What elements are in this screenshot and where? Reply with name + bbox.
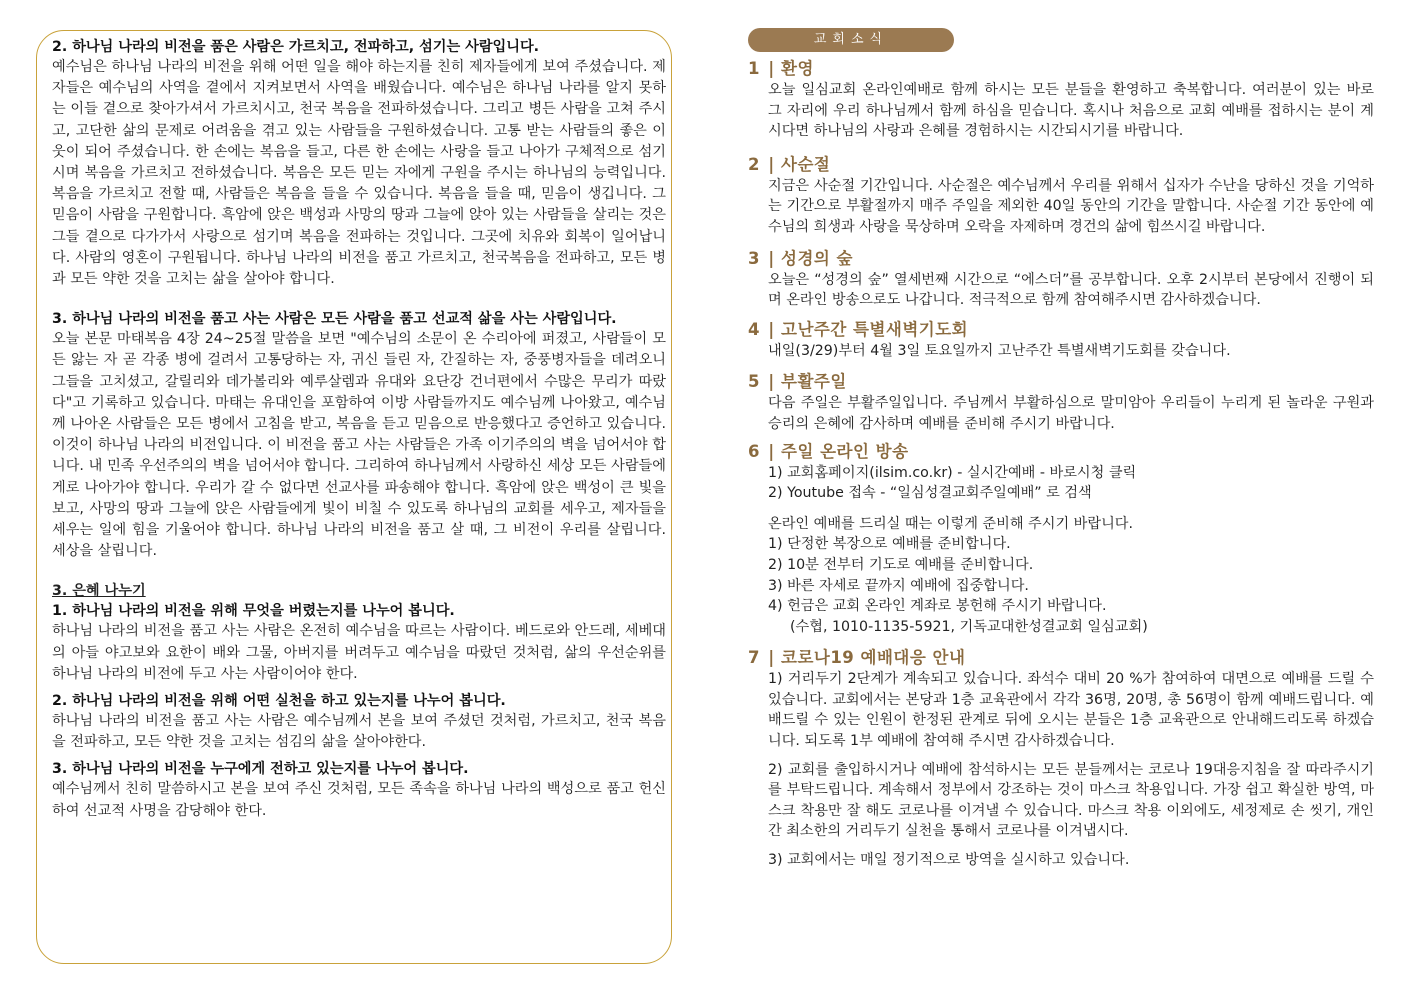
paragraph: 하나님 나라의 비전을 품고 사는 사람은 온전히 예수님을 따르는 사람이다. 베드로와 안드레, 세베대의 아들 야고보와 요한이 배와 그물, 아버지를 버려두고 예수님을 따랐던 것처럼, 삶의 우선순위를 하나님 나라의 비전에 두고 사는 사람이어야 한다. <box>52 623 666 682</box>
news-section <box>748 248 1374 311</box>
news-section-title: 2 | 사순절 <box>748 154 831 174</box>
list-item: 1) 단정한 복장으로 예배를 준비합니다. <box>768 536 1011 553</box>
list-item: 1) 교회홈페이지(ilsim.co.kr) - 실시간예배 - 바로시청 클릭 <box>768 464 1137 481</box>
paragraph: 예수님께서 친히 말씀하시고 본을 보여 주신 것처럼, 모든 족속을 하나님 나라의 백성으로 품고 헌신하여 선교적 사명을 감당해야 한다. <box>52 781 666 819</box>
paragraph: 지금은 사순절 기간입니다. 사순절은 예수님께서 우리를 위해서 십자가 수난을 당하신 것을 기억하는 기간으로 부활절까지 매주 주일을 제외한 40일 동안의 기간을 말합니다. 사순절 기간 동안에 예수님의 희생과 사랑을 묵상하며 오락을 자제하며 경건의 삶에 힘쓰시길 바랍니다. <box>768 177 1374 235</box>
paragraph: 온라인 예배를 드리실 때는 이렇게 준비해 주시기 바랍니다. <box>768 515 1134 532</box>
list-item: 4) 헌금은 교회 온라인 계좌로 봉헌해 주시기 바랍니다. <box>768 598 1107 615</box>
share-heading: 3. 은혜 나누기 <box>52 583 146 600</box>
news-section-title: 7 | 코로나19 예배대응 안내 <box>748 648 966 668</box>
question-heading: 2. 하나님 나라의 비전을 위해 어떤 실천을 하고 있는지를 나누어 봅니다. <box>52 693 506 710</box>
list-item: 2) 10분 전부터 기도로 예배를 준비합니다. <box>768 556 1034 573</box>
church-news <box>748 28 1374 871</box>
paragraph: 예수님은 하나님 나라의 비전을 위해 어떤 일을 해야 하는지를 친히 제자들에게 보여 주셨습니다. 제자들은 예수님의 사역을 곁에서 지켜보면서 사역을 배웠습니다. 예수님은 하나님 나라를 알지 못하는 이들 곁으로 찾아가셔서 가르치시고, 천국 복음을 전파하셨습니다. 그리고 병든 사람을 고쳐 주시고, 고단한 삶의 문제로 어려움을 겪고 있는 사람들을 구원하셨습니다. 고통 받는 사람들의 좋은 이웃이 되어 주셨습니다. 한 손에는 복음을 들고, 다른 한 손에는 사랑을 들고 나아가 구체적으로 섬기시며 복음을 가르치고 전하셨습니다. 복음은 모든 믿는 자에게 구원을 주시는 하나님의 능력입니다. 복음을 가르치고 전할 때, 사람들은 복음을 들을 수 있습니다. 복음을 들을 때, 믿음이 생깁니다. 그 믿음이 사람을 구원합니다. 흑암에 앉은 백성과 사망의 땅과 그늘에 앉아 있는 사람들을 살리는 것은 그들 곁으로 다가가서 사랑으로 섬기며 복음을 전파하는 것입니다. 그곳에 치유와 회복이 일어납니다. 사람의 영혼이 구원됩니다. 하나님 나라의 비전을 품고 가르치고, 천국복음을 전파하고, 모든 병과 모든 약한 것을 고치는 삶을 살아야 합니다. <box>52 59 666 288</box>
paragraph: 오늘 일심교회 온라인예배로 함께 하시는 모든 분들을 환영하고 축복합니다. 여러분이 있는 바로 그 자리에 우리 하나님께서 함께 하심을 믿습니다. 혹시나 처음으로 교회 예배를 접하시는 분이 계시다면 하나님의 사랑과 은혜를 경험하시는 시간되시기를 바랍니다. <box>768 82 1374 140</box>
paragraph: 오늘 본문 마태복음 4장 24~25절 말씀을 보면 "예수님의 소문이 온 수리아에 퍼졌고, 사람들이 모든 앓는 자 곧 각종 병에 걸려서 고통당하는 자, 귀신 들린 자, 간질하는 자, 중풍병자들을 데려오니 그들을 고치셨고, 갈릴리와 데가볼리와 예루살렘과 유대와 요단강 건너편에서 수많은 무리가 따랐다"고 기록하고 있습니다. 마태는 유대인을 포함하여 이방 사람들까지도 예수님께 나아왔고, 예수님께 나아온 사람들은 모든 병에서 고침을 받고, 복음을 듣고 믿음으로 반응했다고 증언하고 있습니다. 이것이 하나님 나라의 비전입니다. 이 비전을 품고 사는 사람들은 가족 이기주의의 벽을 넘어서야 합니다. 내 민족 우선주의의 벽을 넘어서야 합니다. 그리하여 하나님께서 사랑하신 세상 모든 사람들에게로 나아가야 합니다. 우리가 갈 수 없다면 선교사를 파송해야 합니다. 흑암에 앉은 백성이 큰 빛을 보고, 사망의 땅과 그늘에 앉은 사람들에게 빛이 비칠 수 있도록 하나님의 교회를 세우고, 제자들을 세우는 일에 힘을 기울어야 합니다. 하나님 나라의 비전을 품고 살 때, 그 비전이 우리를 살립니다. 세상을 살립니다. <box>52 331 666 560</box>
section-heading: 3. 하나님 나라의 비전을 품고 사는 사람은 모든 사람을 품고 선교적 삶을 사는 사람입니다. <box>52 311 617 328</box>
news-section-title: 1 | 환영 <box>748 59 814 78</box>
paragraph: 오늘은 “성경의 숲” 열세번째 시간으로 “에스더”를 공부합니다. 오후 2시부터 본당에서 진행이 되며 온라인 방송으로도 나갑니다. 적극적으로 함께 참여해주시면 감사하겠습니다. <box>768 271 1374 309</box>
news-section <box>748 154 1374 238</box>
question-heading: 1. 하나님 나라의 비전을 위해 무엇을 버렸는지를 나누어 봅니다. <box>52 603 455 620</box>
news-section-title: 4 | 고난주간 특별새벽기도회 <box>748 319 969 339</box>
paragraph: 내일(3/29)부터 4월 3일 토요일까지 고난주간 특별새벽기도회를 갖습니다. <box>768 342 1231 359</box>
news-section-broadcast <box>748 441 1374 638</box>
news-section <box>748 319 1374 362</box>
news-section <box>748 371 1374 434</box>
list-item: 2) Youtube 접속 - “일심성결교회주일예배” 로 검색 <box>768 485 1092 502</box>
paragraph: 1) 거리두기 2단계가 계속되고 있습니다. 좌석수 대비 20 %가 참여하여 대면으로 예배를 드릴 수 있습니다. 교회에서는 본당과 1층 교육관에서 각각 36명, 20명, 총 56명이 함께 예배드립니다. 예배드릴 수 있는 인원이 한정된 관계로 뒤에 오시는 분들은 1층 교육관으로 안내해드리도록 하겠습니다. 되도록 1부 예배에 참여해 주시면 감사하겠습니다. <box>768 671 1374 750</box>
list-item: 3) 바른 자세로 끝까지 예배에 집중합니다. <box>768 577 1029 594</box>
news-section-title: 6 | 주일 온라인 방송 <box>748 441 909 461</box>
account-info: (수협, 1010-1135-5921, 기독교대한성결교회 일심교회) <box>790 618 1148 635</box>
paragraph: 2) 교회를 출입하시거나 예배에 참석하시는 모든 분들께서는 코로나 19대응지침을 잘 따라주시기를 부탁드립니다. 계속해서 정부에서 강조하는 것이 마스크 착용입니다. 가장 쉽고 확실한 방역, 마스크 착용만 잘 해도 코로나를 이겨낼 수 있습니다. 마스크 착용 이외에도, 세정제로 손 씻기, 개인 간 최소한의 거리두기 실천을 통해서 코로나를 이겨냅시다. <box>768 761 1374 840</box>
paragraph: 3) 교회에서는 매일 정기적으로 방역을 실시하고 있습니다. <box>768 852 1130 869</box>
sermon-content <box>52 37 666 822</box>
news-section-covid <box>748 647 1374 870</box>
question-heading: 3. 하나님 나라의 비전을 누구에게 전하고 있는지를 나누어 봅니다. <box>52 761 469 778</box>
news-section-title: 5 | 부활주일 <box>748 372 847 392</box>
news-section-title: 3 | 성경의 숲 <box>748 248 854 268</box>
church-news-header: 교회소식 <box>748 28 954 52</box>
section-heading: 2. 하나님 나라의 비전을 품은 사람은 가르치고, 전파하고, 섬기는 사람입니다. <box>52 39 540 55</box>
news-section <box>748 58 1374 142</box>
paragraph: 다음 주일은 부활주일입니다. 주님께서 부활하심으로 말미암아 우리들이 누리게 된 놀라운 구원과 승리의 은혜에 감사하며 예배를 준비해 주시기 바랍니다. <box>768 395 1374 432</box>
paragraph: 하나님 나라의 비전을 품고 사는 사람은 예수님께서 본을 보여 주셨던 것처럼, 가르치고, 천국 복음을 전파하고, 모든 약한 것을 고치는 섬김의 삶을 살아야한다. <box>52 713 666 751</box>
